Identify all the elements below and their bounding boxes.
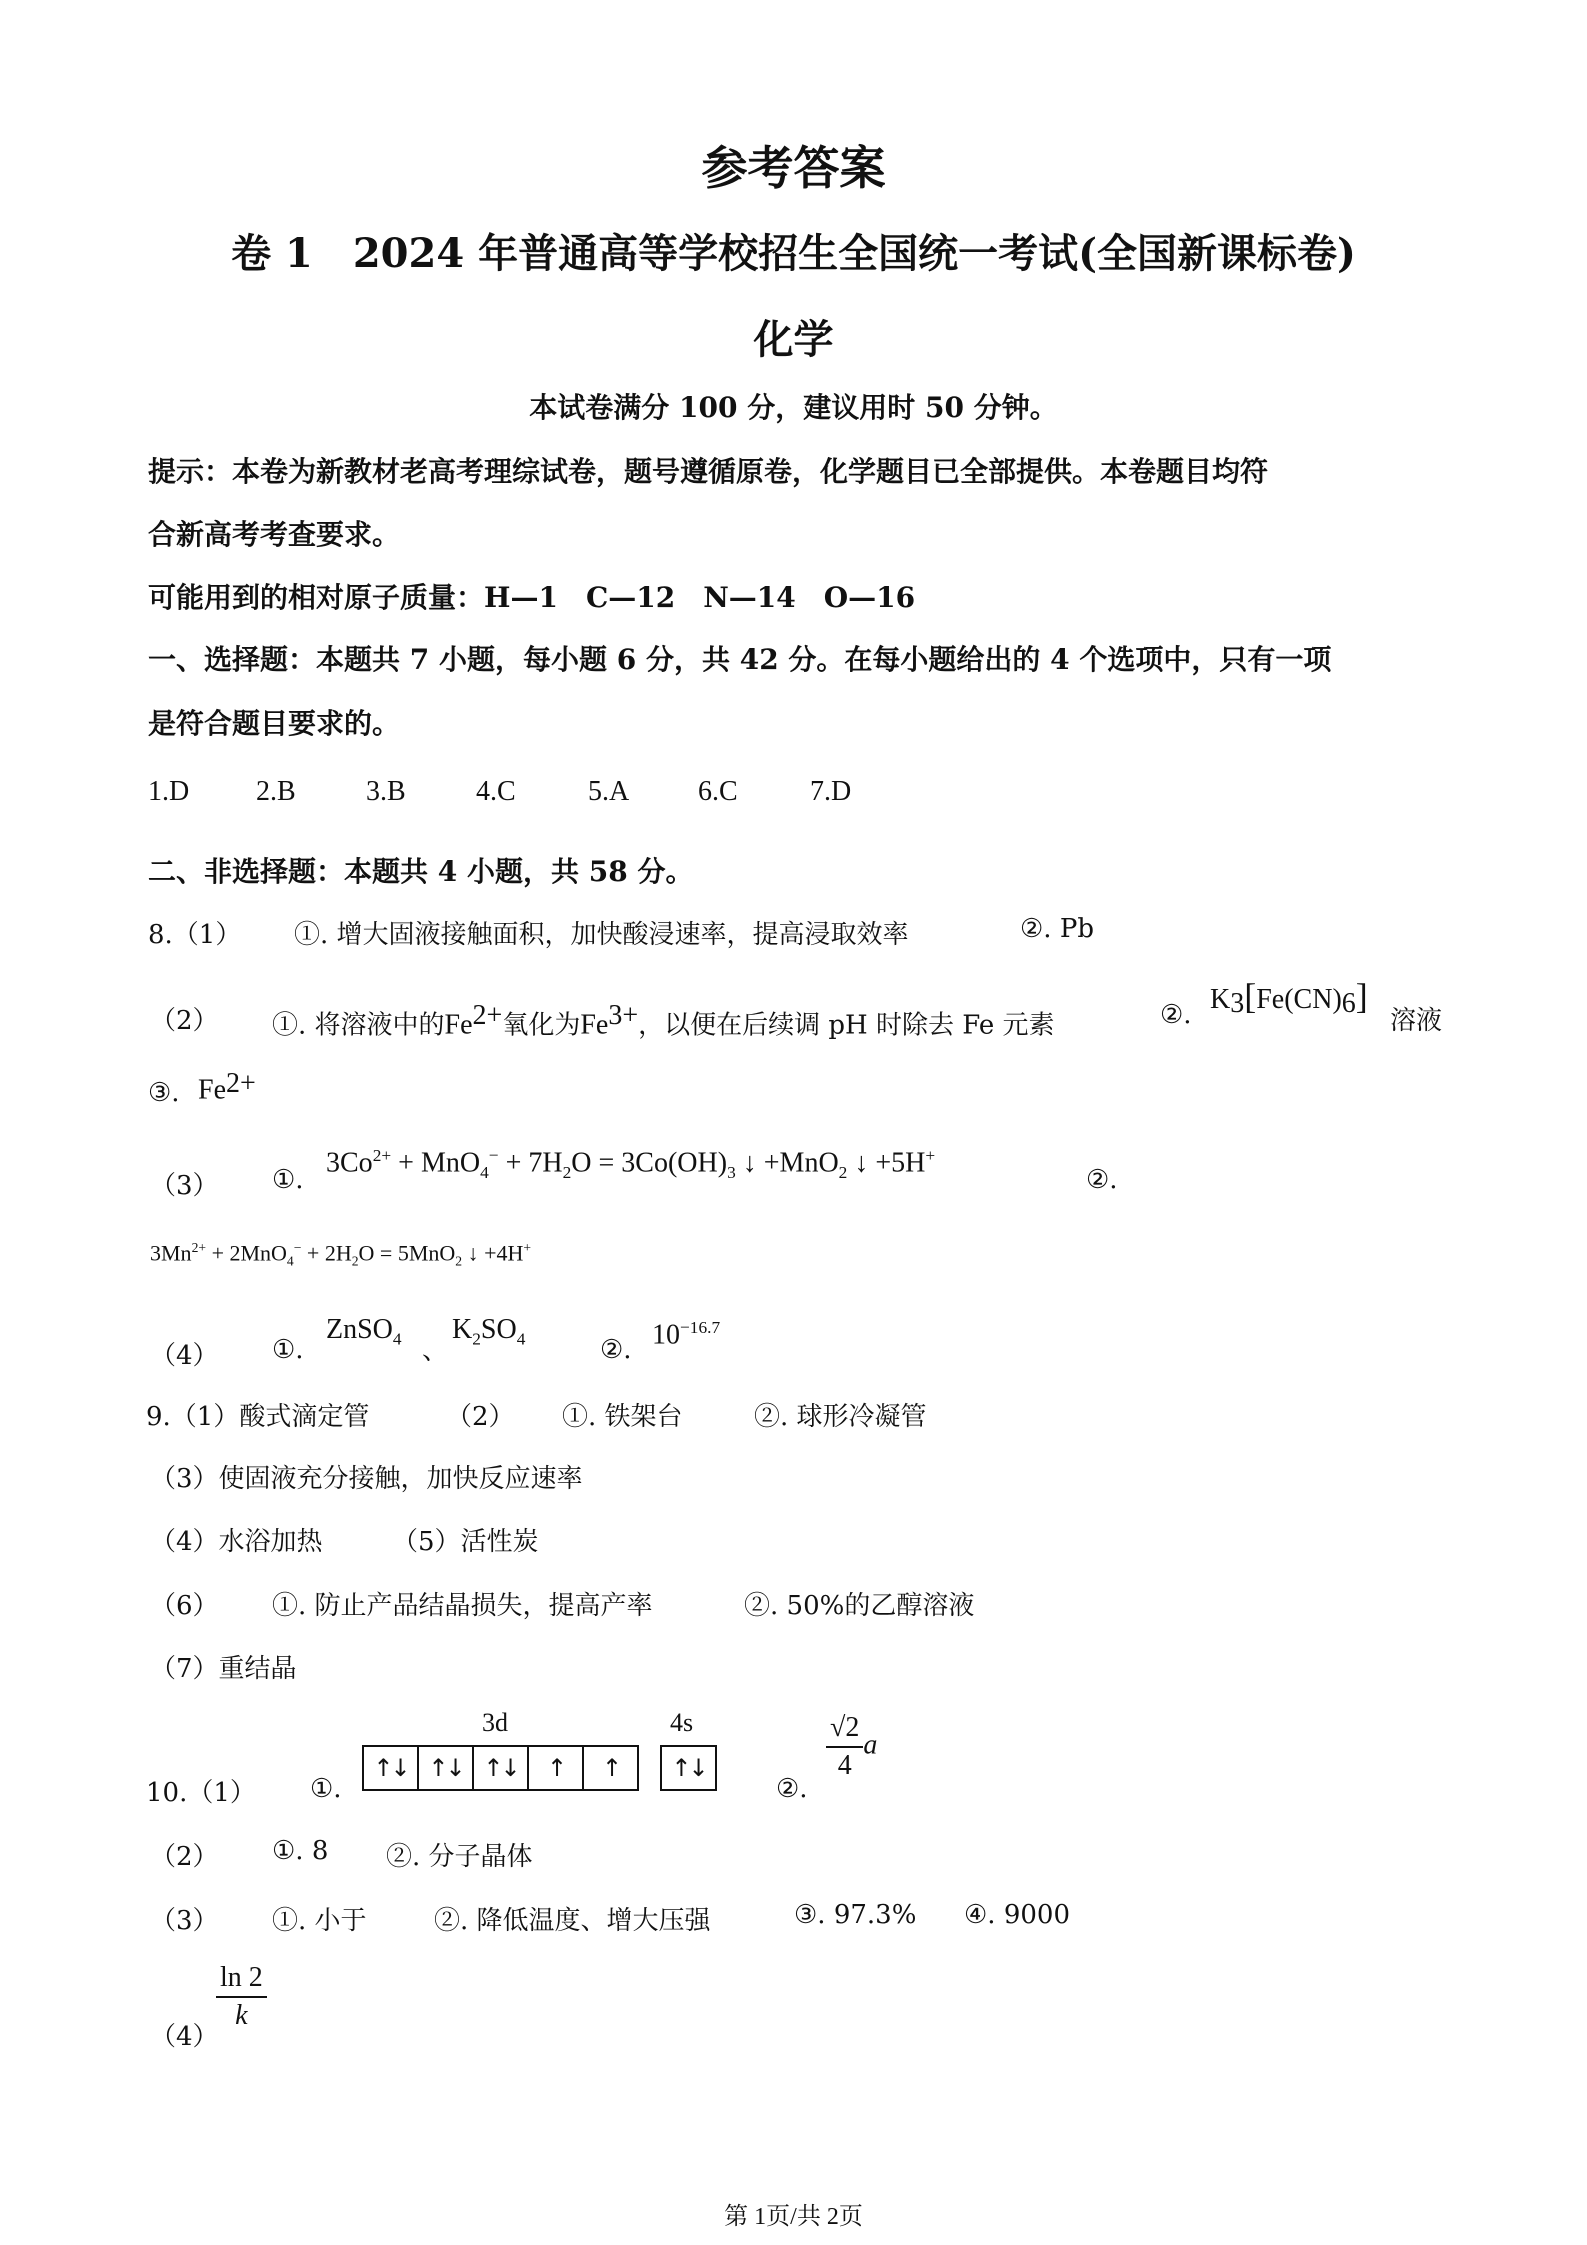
- orbital-3d-box-4: ↑: [529, 1747, 584, 1789]
- q9-line4-c: ②. 50%的乙醇溶液: [744, 1591, 975, 1621]
- q8-part2-answer2-num: ②.: [1160, 1000, 1192, 1030]
- q10-part3-answer3: ③. 97.3%: [794, 1900, 917, 1930]
- section1-line-2: 是符合题目要求的。: [148, 707, 401, 740]
- q9-line1-c: ①. 铁架台: [562, 1402, 683, 1432]
- choice-answer-5: 5.A: [588, 776, 630, 807]
- orbital-3d-box-5: ↑: [601, 1754, 620, 1782]
- orbital-3d-box-1: ↑↓: [364, 1747, 419, 1789]
- orbital-3d-label: 3d: [482, 1708, 508, 1737]
- q8-part4-answer1-num: ①.: [272, 1335, 304, 1365]
- fraction-ln2-numerator: ln 2: [216, 1962, 267, 1998]
- q10-part1-answer2-num: ②.: [776, 1774, 808, 1804]
- choice-answer-3: 3.B: [366, 776, 406, 807]
- q10-part1-answer1-num: ①.: [310, 1774, 342, 1804]
- q8-part2-answer3: [198, 1068, 256, 1106]
- fraction-denominator: 4: [837, 1750, 852, 1781]
- formula-k: K: [1210, 984, 1231, 1015]
- q10-part4-label: （4）: [150, 2022, 219, 2052]
- atomic-mass-line: 可能用到的相对原子质量：H—1 C—12 N—14 O—16: [148, 581, 916, 614]
- choice-answer-2: 2.B: [256, 776, 296, 807]
- q10-part3-answer1: ①. 小于: [272, 1906, 367, 1936]
- fraction-sqrt2-over-4: [826, 1712, 863, 1782]
- variable-a: a: [863, 1729, 878, 1761]
- q8-part2-answer1: [272, 1000, 1055, 1042]
- q9-line3-b: （5）活性炭: [392, 1527, 539, 1557]
- q8-part1-answer1: ①. 增大固液接触面积，加快酸浸速率，提高浸取效率: [294, 920, 909, 950]
- choice-answer-6: 6.C: [698, 776, 738, 807]
- fe2-charge-2: 2+: [226, 1068, 256, 1099]
- exam-note: 本试卷满分 100 分，建议用时 50 分钟。: [529, 391, 1058, 424]
- section1-line-1: 一、选择题：本题共 7 小题，每小题 6 分，共 42 分。在每小题给出的 4 个选项中，只有一项: [148, 643, 1332, 676]
- q8-part3-answer2-num: ②.: [1086, 1165, 1118, 1195]
- q8-part4-label: （4）: [150, 1341, 219, 1371]
- q8-part3-equation1: $3Co^{2+} + MnO_4^- + 7H_2O = 3Co(OH)_3$ ↓ +MnO$_2$ ↓ +5H+: [326, 1146, 936, 1182]
- formula-fe-3: Fe: [198, 1074, 226, 1106]
- q8-part3-answer1-num: ①.: [272, 1165, 304, 1195]
- q8-part2-answer3-num: ③.: [148, 1078, 180, 1108]
- subject-title: 化学: [753, 316, 834, 363]
- q9-line5: （7）重结晶: [150, 1654, 297, 1684]
- q8-part2-text-pre: ①. 将溶液中的: [272, 1010, 445, 1041]
- choice-answer-4: 4.C: [476, 776, 516, 807]
- orbital-3d-box-2: ↑↓: [419, 1747, 474, 1789]
- q9-line4-a: （6）: [150, 1591, 219, 1621]
- exam-title: 卷 1 2024 年普通高等学校招生全国统一考试(全国新课标卷): [231, 230, 1356, 277]
- section2-heading: 二、非选择题：本题共 4 小题，共 58 分。: [148, 855, 694, 888]
- q9-line1-b: （2）: [446, 1402, 515, 1432]
- q10-part2-answer1: ①. 8: [272, 1836, 329, 1866]
- orbital-3d-box-3: ↑↓: [474, 1747, 529, 1789]
- formula-k-sub: 3: [1230, 988, 1245, 1020]
- power-base: 10: [652, 1319, 680, 1351]
- page-number: 第 1页/共 2页: [724, 2204, 863, 2230]
- q8-part2-text-mid: 氧化为: [502, 1010, 581, 1041]
- q8-part4-answer2: [652, 1318, 720, 1351]
- q10-part3-answer4: ④. 9000: [964, 1900, 1071, 1930]
- q8-part2-solution: 溶液: [1390, 1006, 1443, 1036]
- orbital-3d-diagram: [362, 1745, 639, 1791]
- fraction-ln2-denominator: k: [235, 2000, 248, 2031]
- page-title: 参考答案: [701, 141, 886, 195]
- q8-part1-answer2: ②. Pb: [1020, 914, 1094, 944]
- q8-part2-text-post: ，以便在后续调 pH 时除去 Fe 元素: [638, 1010, 1055, 1041]
- q8-part3-label: （3）: [150, 1171, 219, 1201]
- q9-line1-a: 9.（1）酸式滴定管: [146, 1402, 370, 1432]
- q8-part1-label: 8.（1）: [148, 920, 242, 950]
- q9-line4-b: ①. 防止产品结晶损失，提高产率: [272, 1591, 653, 1621]
- bracket-right: ]: [1355, 976, 1368, 1016]
- formula-fecn-sub: 6: [1341, 988, 1356, 1020]
- q9-line3-a: （4）水浴加热: [150, 1527, 323, 1557]
- fraction-ln2-over-k: [216, 1962, 267, 2032]
- orbital-4s-diagram: [660, 1745, 717, 1791]
- fraction-numerator: √2: [826, 1712, 863, 1748]
- choice-answer-7: 7.D: [810, 776, 852, 807]
- q9-line1-d: ②. 球形冷凝管: [754, 1402, 927, 1432]
- q10-part2-answer2: ②. 分子晶体: [386, 1842, 533, 1872]
- hint-line-1: 提示：本卷为新教材老高考理综试卷，题号遵循原卷，化学题目已全部提供。本卷题目均符: [148, 455, 1269, 488]
- q10-part1-answer2: [826, 1712, 877, 1782]
- q10-part2-label: （2）: [150, 1842, 219, 1872]
- fe2-charge: 2+: [472, 1000, 503, 1031]
- q8-part4-answer2-num: ②.: [600, 1335, 632, 1365]
- q10-part3-answer2: ②. 降低温度、增大压强: [434, 1906, 711, 1936]
- hint-line-2: 合新高考考查要求。: [148, 518, 401, 551]
- formula-k2so4: $K_2SO_4$: [452, 1314, 526, 1349]
- formula-fe: Fe: [444, 1009, 473, 1041]
- fe3-charge: 3+: [608, 1000, 639, 1031]
- formula-znso4: ZnSO$_4$: [326, 1314, 402, 1349]
- q8-part3-equation2: $3Mn^{2+} + 2MnO_4^- + 2H_2O = 5MnO_2$ ↓ +4H+: [150, 1240, 532, 1269]
- q10-part1-label: 10.（1）: [146, 1778, 256, 1808]
- formula-fe-2: Fe: [580, 1009, 609, 1041]
- bracket-left: [: [1244, 976, 1257, 1016]
- q9-line2: （3）使固液充分接触，加快反应速率: [150, 1464, 583, 1494]
- q8-part2-label: （2）: [150, 1006, 219, 1036]
- q8-part4-separator: 、: [422, 1336, 449, 1366]
- q10-part4-answer: [216, 1962, 267, 2032]
- orbital-4s-box-1: ↑↓: [671, 1754, 706, 1782]
- q10-part3-label: （3）: [150, 1906, 219, 1936]
- orbital-4s-label: 4s: [670, 1708, 694, 1737]
- choice-answer-1: 1.D: [148, 776, 190, 807]
- q8-part2-answer2: [1210, 975, 1368, 1020]
- formula-fecn: Fe(CN): [1256, 984, 1342, 1015]
- power-exponent: −16.7: [680, 1318, 721, 1337]
